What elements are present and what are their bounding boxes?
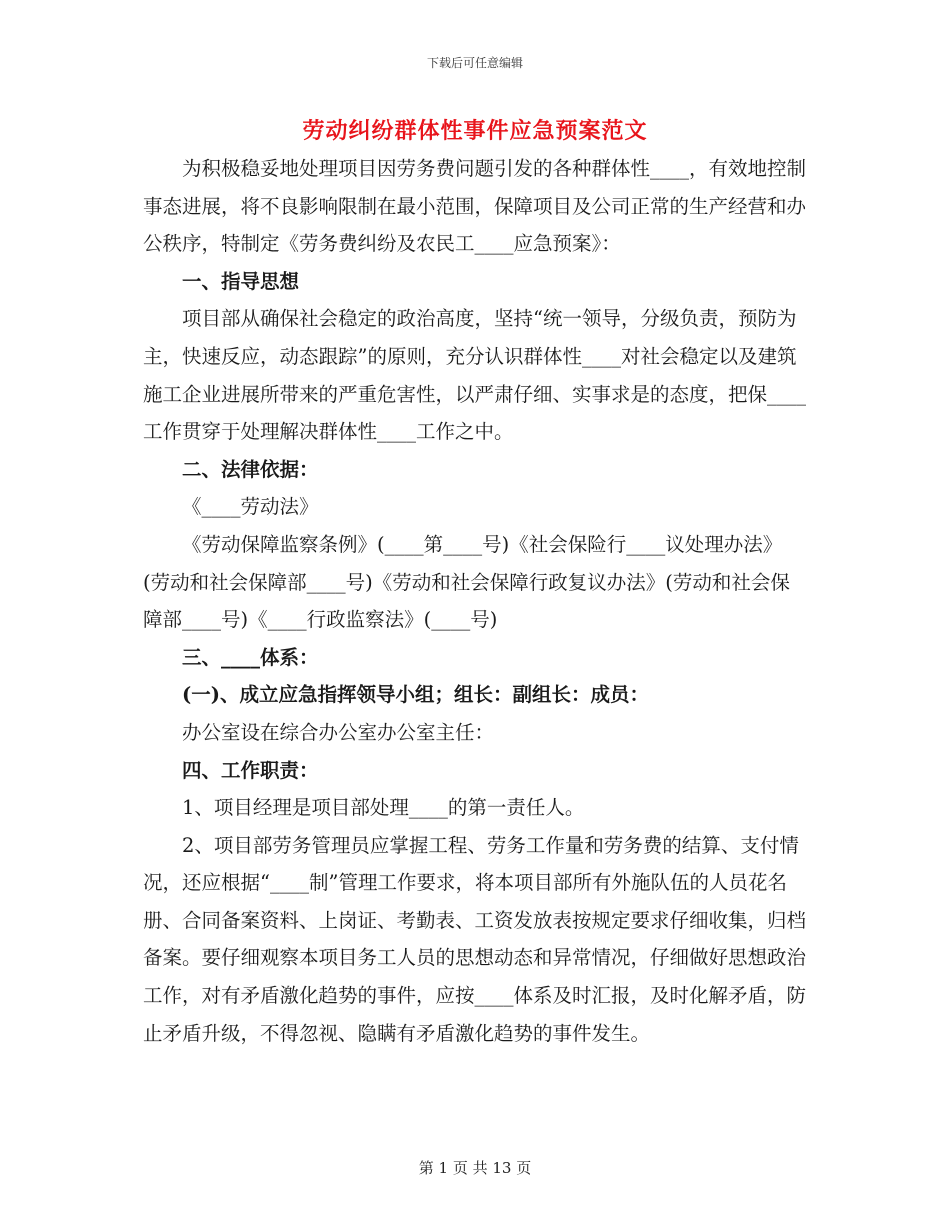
paragraph-office: 办公室设在综合办公室办公室主任： xyxy=(182,720,495,744)
page-header-note: 下载后可任意编辑 xyxy=(426,56,523,70)
heading-guiding-ideology: 一、指导思想 xyxy=(182,269,300,293)
paragraph-responsibility-2: 2、项目部劳务管理员应掌握工程、劳务工作量和劳务费的结算、支付情况，还应根据“____制”管理工作要求，将本项目部所有外施队伍的人员花名册、合同备案资料、上岗证、考勤表、工资发放表按规定要求仔细收集，归档备案。要仔细观察本项目务工人员的思想动态和异常情况，仔细做好思想政治工作，对有矛盾激化趋势的事件，应按____体系及时汇报，及时化解矛盾，防止矛盾升级，不得忽视、隐瞒有矛盾激化趋势的事件发生。 xyxy=(143,833,807,1045)
heading-system: 三、____体系： xyxy=(182,645,319,669)
paragraph-guiding-ideology: 项目部从确保社会稳定的政治高度，坚持“统一领导，分级负责，预防为主，快速反应，动态跟踪”的原则，充分认识群体性____对社会稳定以及建筑施工企业进展所带来的严重危害性，以严肃仔细、实事求是的态度，把保____工作贯穿于处理解决群体性____工作之中。 xyxy=(143,307,807,444)
document-title: 劳动纠纷群体性事件应急预案范文 xyxy=(302,118,648,144)
paragraph-responsibility-1: 1、项目经理是项目部处理____的第一责任人。 xyxy=(182,796,585,820)
paragraph-intro: 为积极稳妥地处理项目因劳务费问题引发的各种群体性____，有效地控制事态进展，将不良影响限制在最小范围，保障项目及公司正常的生产经营和办公秩序，特制定《劳务费纠纷及农民工____应急预案》： xyxy=(143,157,807,256)
heading-legal-basis: 二、法律依据： xyxy=(182,457,319,481)
heading-responsibilities: 四、工作职责： xyxy=(182,758,319,782)
heading-leading-group: (一)、成立应急指挥领导小组；组长：副组长：成员： xyxy=(182,683,649,707)
document-body xyxy=(143,150,807,1052)
paragraph-labor-law: 《____劳动法》 xyxy=(182,495,319,519)
paragraph-regulations: 《劳动保障监察条例》(____第____号)《社会保险行____议处理办法》(劳动和社会保障部____号)《劳动和社会保障行政复议办法》(劳动和社会保障部____号)《____行政监察法》(____号) xyxy=(143,532,790,632)
page-number: 第 1 页 共 13 页 xyxy=(418,1159,532,1177)
